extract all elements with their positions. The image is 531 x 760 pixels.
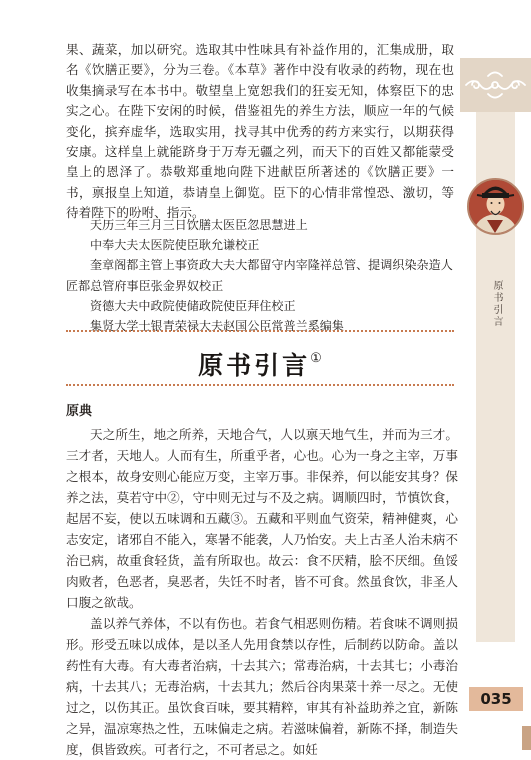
section-label: 原典 bbox=[66, 404, 93, 419]
chapter-title-text: 原书引言 bbox=[198, 351, 311, 380]
intro-paragraph: 果、蔬菜，加以研究。选取其中性味具有补益作用的，汇集成册，取名《饮膳正要》，分为三卷。《本草》著作中没有收录的药物，现在也收集摘录写在本书中。敬望皇上宽恕我们的狂妄无知，体察臣下的忠实之心。在陛下安闲的时候，借鉴祖先的养生方法，顺应一年的气候变化，摈弃虚华，选取实用，找寻其中优秀的药方来实行，以期获得安康。这样皇上就能跻身于万寿无疆之列，而天下的百姓又都能蒙受皇上的恩泽了。恭敬郑重地向陛下进献臣所著述的《饮膳正要》一书，禀报皇上知道，恭请皇上御览。臣下的心情非常惶恐、激切，等待着陛下的吩咐、指示。 bbox=[66, 42, 454, 221]
scholar-portrait-icon bbox=[467, 178, 524, 235]
signer-line: 天历三年三月三日饮膳太医臣忽思慧进上 bbox=[90, 218, 308, 232]
signer-line: 集贤大学士银青荣禄大夫赵国公臣常普兰奚编集 bbox=[90, 319, 344, 334]
title-footnote-marker: ① bbox=[310, 351, 322, 366]
signer-line: 中奉大夫太医院使臣耿允谦校正 bbox=[90, 238, 260, 253]
signer-list bbox=[66, 215, 454, 336]
classic-text bbox=[66, 424, 458, 760]
page-number: 035 bbox=[469, 687, 523, 711]
title-top-divider bbox=[66, 330, 454, 332]
title-bottom-divider bbox=[66, 384, 454, 386]
chapter-title bbox=[66, 337, 454, 381]
classic-paragraph: 盖以养气养体，不以有伤也。若食气相恶则伤精。若食味不调则损形。形受五味以成体，是以圣人先用食禁以存性，后制药以防命。盖以药性有大毒。有大毒者治病，十去其六；常毒治病，十去其七；小毒治病，十去其八；无毒治病，十去其九；然后谷肉果菜十养一尽之。无使过之，以伤其正。虽饮食百味，要其精粹，审其有补益助养之宜，新陈之异，温凉寒热之性，五味偏走之病。若滋味偏着，新陈不择，制造失度，俱皆致疾。可者行之，不可者忌之。如妊 bbox=[66, 616, 458, 757]
corner-tab bbox=[522, 726, 531, 750]
signer-line: 奎章阁都主管上事资政大夫大都留守内宰隆祥总管、提调织染杂造人匠都总管府事臣张金界奴校正 bbox=[66, 258, 453, 293]
cloud-scroll-ornament-icon bbox=[460, 58, 531, 112]
signer-line: 资德大夫中政院使储政院使臣拜住校正 bbox=[90, 298, 296, 313]
classic-paragraph: 天之所生，地之所养，天地合气，人以禀天地气生，并而为三才。三才者，天地人。人而有生，所重乎者，心也。心为一身之主宰，万事之根本，故身安则心能应万变，主宰万事。非保养，何以能安其身？保养之法，莫若守中②，守中则无过与不及之病。调顺四时，节慎饮食，起居不妄，使以五味调和五藏③。五藏和平则血气资荣，精神健爽，心志安定，诸邪自不能入，寒暑不能袭，人乃怡安。夫上古圣人治未病不治已病，故重食轻货，盖有所取也。故云：食不厌精，脍不厌细。鱼馁肉败者，色恶者，臭恶者，失饪不时者，皆不可食。然虽食饮，非圣人口腹之欲哉。 bbox=[66, 427, 458, 610]
running-head: 原书引言 bbox=[491, 280, 502, 328]
